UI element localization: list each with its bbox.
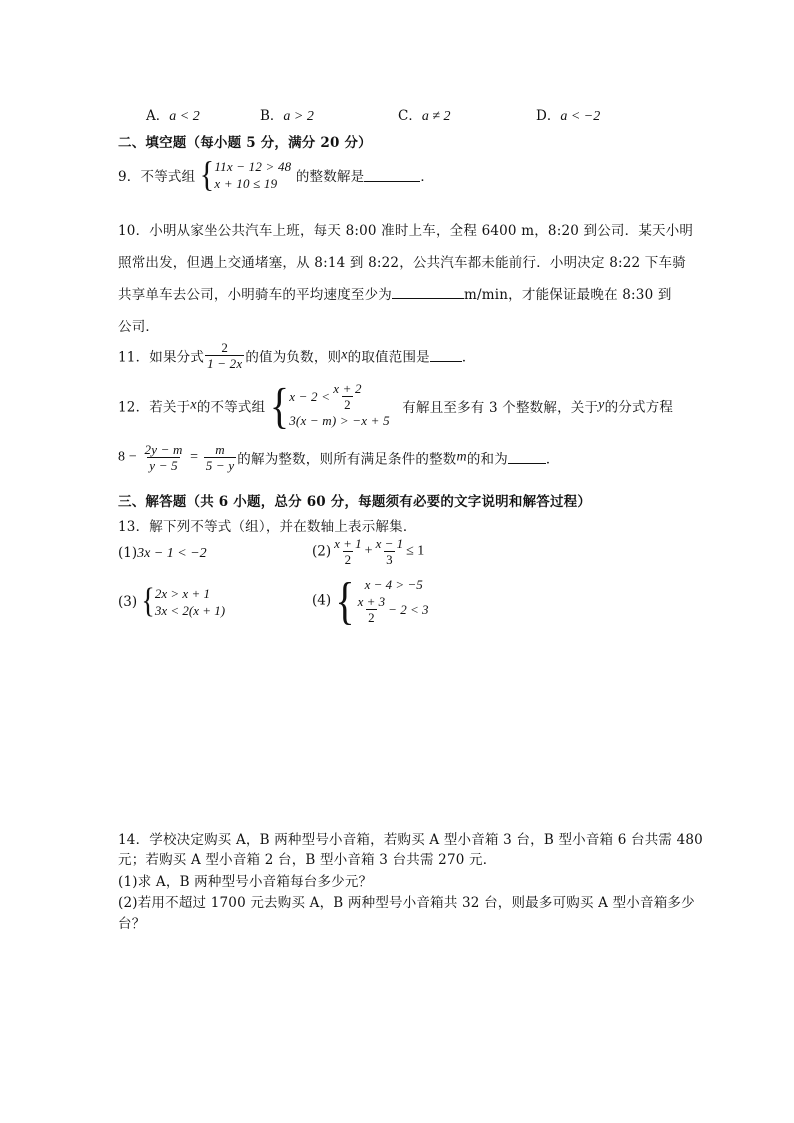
q13-stem: 13．解下列不等式（组），并在数轴上表示解集． (118, 519, 417, 535)
q11-numerator: 2 (221, 340, 229, 355)
q13-p3-row1: 2x > x + 1 (154, 586, 210, 601)
q12-eq-num2: m (215, 442, 225, 457)
question-9 (118, 154, 435, 195)
left-brace-icon: { (199, 154, 215, 195)
q12-end: ． (545, 451, 560, 468)
q10-line-3a: 共享单车去公司，小明骑车的平均速度至少为 (118, 287, 392, 303)
q9-end: ． (420, 169, 435, 185)
q13-part-1 (118, 545, 207, 562)
q12-system (269, 377, 390, 434)
left-brace-icon: { (141, 582, 155, 621)
q13-p1-label: (1) (118, 545, 138, 561)
q14-line-3: (1)求 A，B 两种型号小音箱每台多少元？ (118, 874, 373, 890)
q11-answer-blank (430, 349, 462, 362)
left-brace-icon: { (269, 377, 290, 434)
q13-p2-d2: 3 (386, 552, 393, 567)
q9-row1: 11x − 12 > 48 (214, 159, 292, 174)
section-heading-fill-in: 二、填空题（每小题 5 分，满分 20 分） (118, 135, 372, 151)
q12-prefix: 12．若关于 (118, 399, 191, 416)
q13-p3-row2: 3x < 2(x + 1) (154, 603, 226, 618)
option-expr: a > 2 (283, 109, 314, 124)
option-letter: D． (536, 108, 561, 124)
q9-system (199, 154, 292, 195)
q12-eq-num1: 2y − m (144, 442, 183, 457)
q13-part-4 (312, 571, 429, 630)
section-heading-solve: 三、解答题（共 6 小题，总分 60 分，每题须有必要的文字说明和解答过程） (118, 494, 592, 510)
q9-prefix: 9．不等式组 (118, 169, 196, 185)
option-c (398, 104, 451, 125)
q13-p1-expr: 3x − 1 < −2 (137, 546, 207, 561)
q12-mid3: 的分式方程 (604, 399, 674, 416)
q12-eq-tail: 的解为整数，则所有满足条件的整数 (237, 451, 457, 468)
q13-p4-num: x + 3 (357, 594, 386, 609)
q10-answer-blank (392, 286, 464, 299)
q13-part-2 (312, 536, 424, 567)
q13-p2-plus: + (364, 543, 373, 559)
q12-answer-blank (508, 451, 546, 464)
q13-p4-label: (4) (312, 592, 332, 609)
q10-line-3 (118, 283, 672, 303)
q11-suffix: 的取值范围是 (347, 349, 430, 366)
q10-line-2: 照常出发，但遇上交通堵塞，从 8:14 到 8:22，公共汽车都未能前行．小明决定 8:22 下车骑 (118, 255, 686, 271)
option-d (536, 104, 600, 125)
q14-line-2: 元；若购买 A 型小音箱 2 台，B 型小音箱 3 台共需 270 元． (118, 852, 497, 868)
q13-p2-n2: x − 1 (375, 536, 404, 551)
q12-eq-end: 的和为 (466, 451, 508, 468)
q13-p4-tail: − 2 < 3 (388, 601, 429, 617)
q10-line-3b: m/min，才能保证最晚在 8:30 到 (464, 287, 672, 303)
q14-line-4: (2)若用不超过 1700 元去购买 A，B 两种型号小音箱共 32 台，则最多可购买 A 型小音箱多少 (118, 895, 695, 911)
q12-row1-num: x + 2 (333, 381, 362, 396)
q12-row2: 3(x − m) > −x + 5 (289, 413, 390, 428)
q10-line-4: 公司． (118, 319, 160, 335)
q13-p2-tail: ≤ 1 (406, 543, 425, 559)
q12-row1-den: 2 (344, 397, 351, 412)
q14-line-1: 14．学校决定购买 A，B 两种型号小音箱，若购买 A 型小音箱 3 台，B 型小音箱 6 台共需 480 (118, 832, 703, 848)
q10-line-1: 10．小明从家坐公共汽车上班，每天 8:00 准时上车，全程 6400 m，8:20 到公司．某天小明 (118, 223, 694, 239)
option-expr: a < 2 (169, 109, 200, 124)
option-letter: A． (146, 108, 170, 124)
q13-part-3 (118, 582, 226, 621)
q12-eq-equals: = (190, 449, 199, 465)
question-11 (118, 340, 476, 371)
q13-p2-d1: 2 (344, 552, 352, 567)
question-12 (118, 377, 674, 434)
q12-mid1: 的不等式组 (196, 399, 266, 416)
option-a (146, 104, 200, 125)
q12-eq-den1: y − 5 (149, 458, 178, 473)
q12-eq-lead: 8 − (118, 449, 137, 465)
option-b (260, 104, 314, 125)
q12-mid2: 有解且至多有 3 个整数解，关于 (402, 399, 599, 416)
q13-p4-den: 2 (368, 610, 375, 625)
option-letter: C． (398, 108, 422, 124)
q13-p3-label: (3) (118, 594, 138, 610)
q11-denominator: 1 − 2x (207, 356, 243, 371)
q12-row1-left: x − 2 < (289, 388, 331, 404)
q12-var-m: m (456, 449, 467, 465)
q14-line-5: 台？ (118, 916, 146, 932)
q12-equation-line (118, 442, 560, 473)
q13-p4-row1: x − 4 > −5 (364, 577, 423, 592)
q11-var: x (341, 347, 348, 363)
q11-prefix: 11．如果分式 (118, 349, 205, 366)
q9-row2: x + 10 ≤ 19 (214, 176, 278, 191)
option-expr: a < −2 (560, 109, 601, 124)
left-brace-icon: { (335, 571, 355, 630)
q13-p2-n1: x + 1 (334, 536, 362, 551)
q12-var-x: x (190, 397, 197, 413)
q12-eq-den2: 5 − y (205, 458, 235, 473)
q12-var-y: y (598, 397, 605, 413)
q11-fraction (205, 340, 244, 371)
q9-suffix: 的整数解是 (295, 169, 365, 185)
option-expr: a ≠ 2 (421, 109, 451, 124)
option-letter: B． (260, 108, 284, 124)
q11-middle: 的值为负数，则 (245, 349, 342, 366)
q9-answer-blank (364, 169, 420, 182)
q11-end: ． (461, 349, 476, 366)
q13-p2-label: (2) (312, 543, 332, 560)
